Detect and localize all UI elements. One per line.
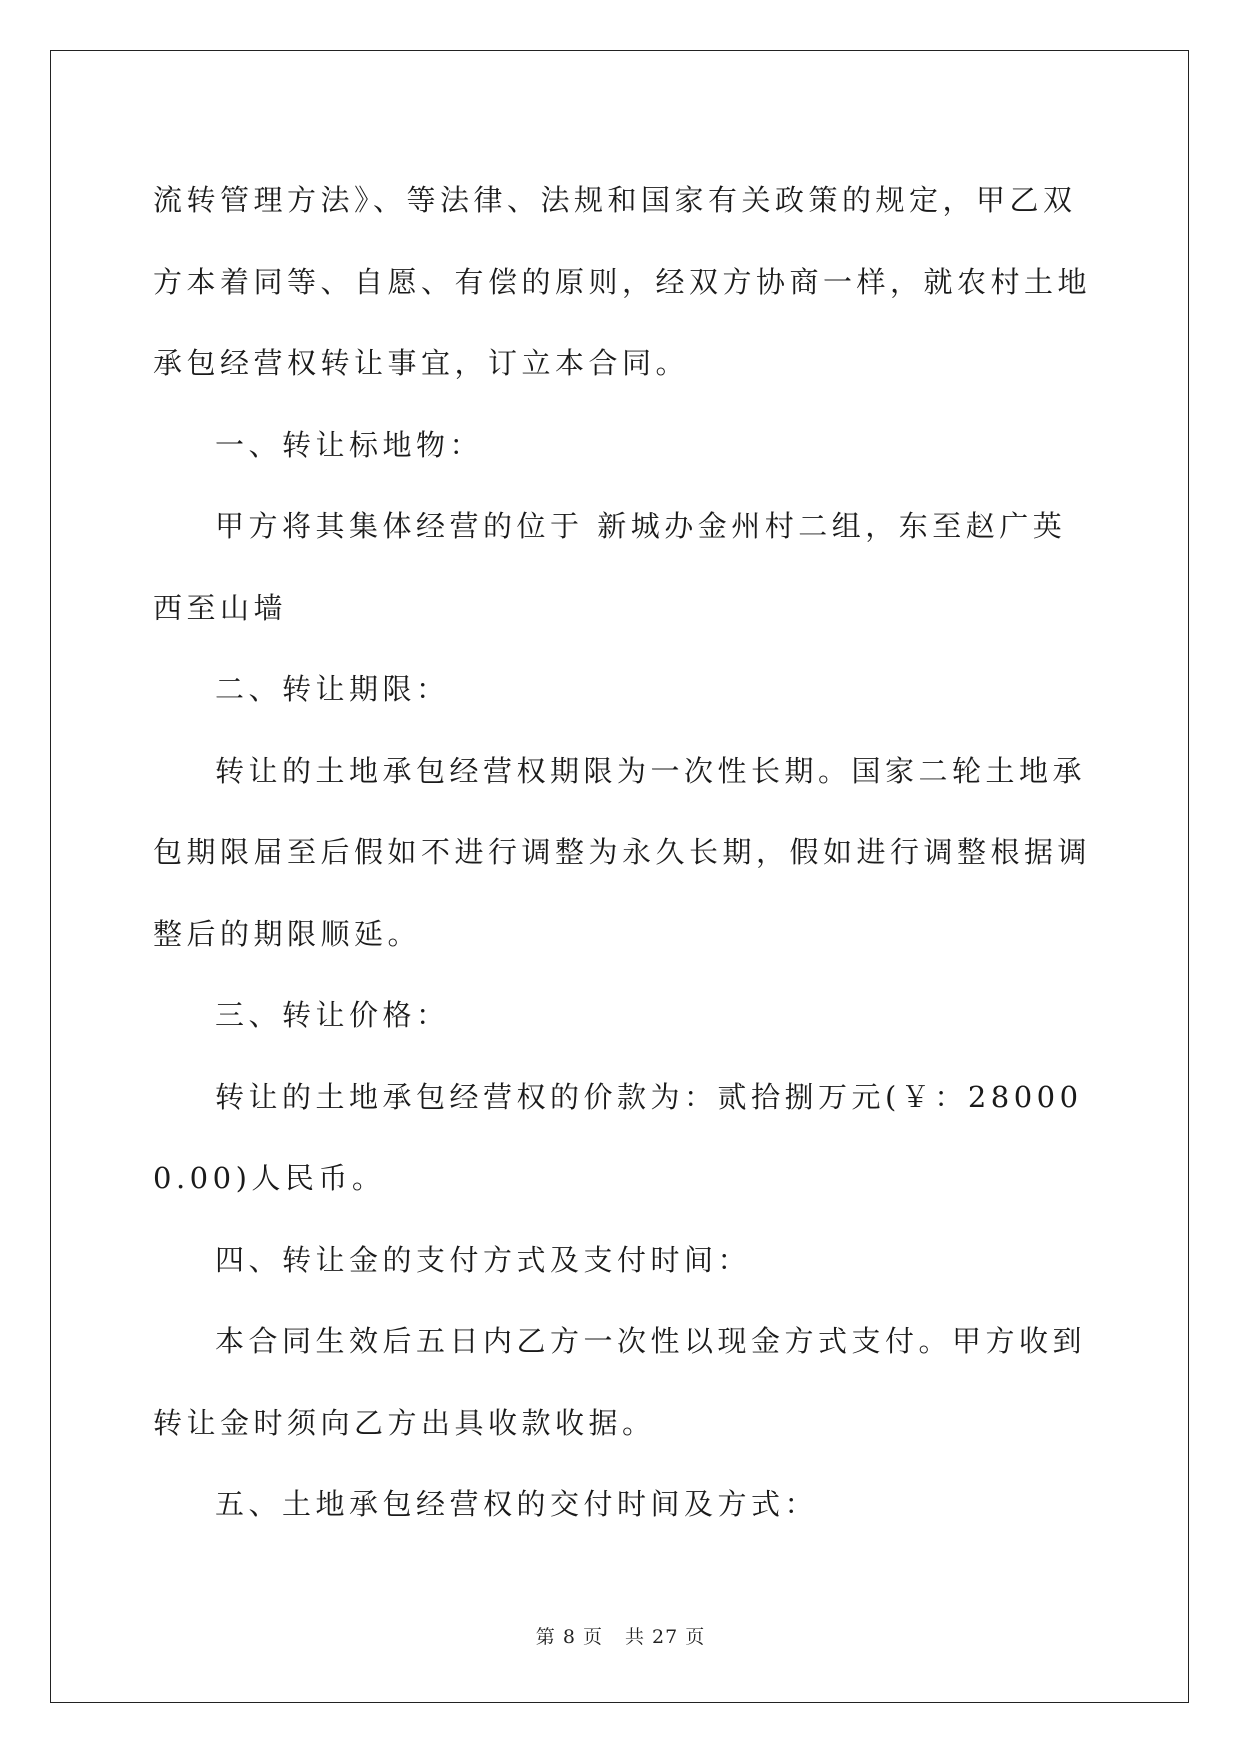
section-heading-3: 三、转让价格：	[215, 998, 450, 1032]
section-heading-1: 一、转让标地物：	[215, 427, 484, 462]
document-body	[153, 160, 1093, 1546]
paragraph-continuation: 流转管理方法》、等法律、法规和国家有关政策的规定，甲乙双方本着同等、自愿、有偿的原则，经双方协商一样，就农村土地承包经营权转让事宜，订立本合同。	[153, 183, 1092, 380]
section-heading-4: 四、转让金的支付方式及支付时间：	[215, 1242, 752, 1277]
section-heading-2: 二、转让期限：	[215, 672, 450, 706]
page-total: 共 27 页	[624, 1626, 706, 1648]
page-footer	[0, 1622, 1241, 1649]
paragraph-price: 转让的土地承包经营权的价款为：贰拾捌万元(￥：280000.00)人民币。	[153, 1079, 1083, 1195]
paragraph-payment: 本合同生效后五日内乙方一次性以现金方式支付。甲方收到转让金时须向乙方出具收款收据。	[153, 1324, 1087, 1440]
paragraph-subject: 甲方将其集体经营的位于 新城办金州村二组，东至赵广英西至山墙	[153, 509, 1067, 625]
section-heading-5: 五、土地承包经营权的交付时间及方式：	[215, 1487, 819, 1521]
page-number: 第 8 页	[535, 1626, 603, 1648]
paragraph-term: 转让的土地承包经营权期限为一次性长期。国家二轮土地承包期限届至后假如不进行调整为永久长期，假如进行调整根据调整后的期限顺延。	[153, 753, 1092, 951]
